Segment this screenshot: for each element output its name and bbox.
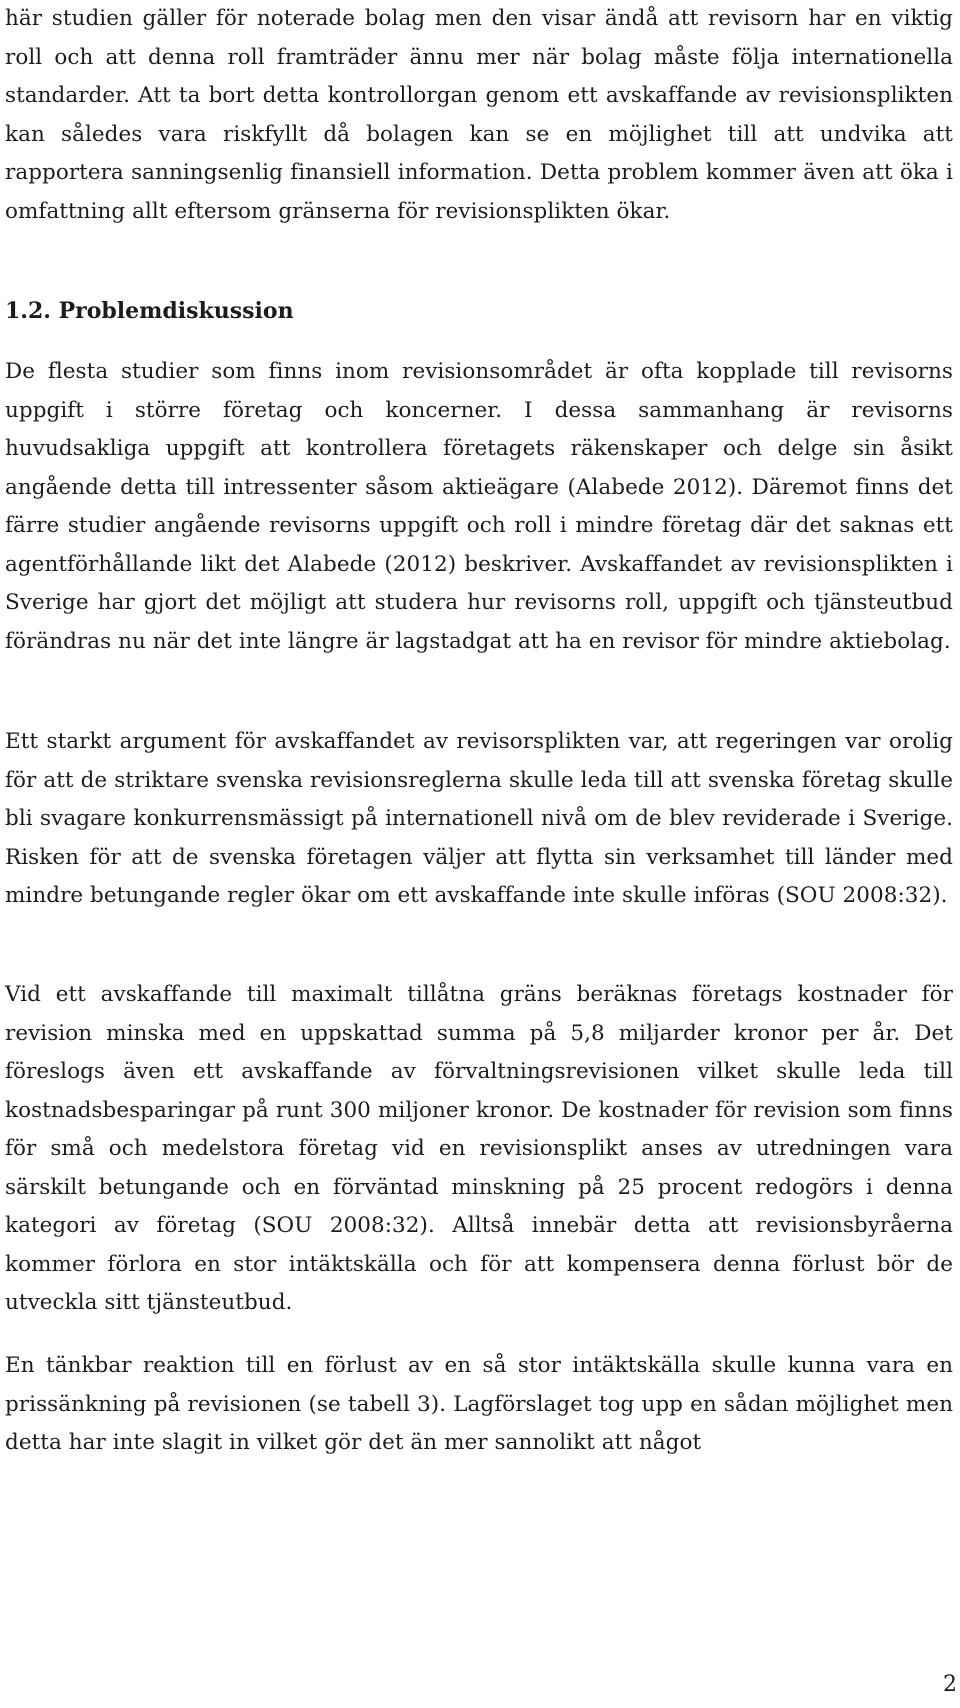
paragraph-argument: Ett starkt argument för avskaffandet av revisorsplikten var, att regeringen var orolig för att de striktare svenska revisionsreglerna skulle leda till att svenska företag skulle bli svagare konkurrensmässigt på internationell nivå om de blev reviderade i Sverige. Risken för att de svenska företagen väljer att flytta sin verksamhet till länder med mindre betungande regler ökar om ett avskaffande inte skulle införas (SOU 2008:32). (5, 729, 953, 908)
section-heading: 1.2. Problemdiskussion (5, 298, 294, 324)
paragraph-problem-discussion: De flesta studier som finns inom revisionsområdet är ofta kopplade till revisorns uppgift i större företag och koncerner. I dessa sammanhang är revisorns huvudsakliga uppgift att kontrollera företagets räkenskaper och delge sin åsikt angående detta till intressenter såsom aktieägare (Alabede 2012). Däremot finns det färre studier angående revisorns uppgift och roll i mindre företag där det saknas ett agentförhållande likt det Alabede (2012) beskriver. Avskaffandet av revisionsplikten i Sverige har gjort det möjligt att studera hur revisorns roll, uppgift och tjänsteutbud förändras nu när det inte längre är lagstadgat att ha en revisor för mindre aktiebolag. (5, 359, 953, 654)
paragraph-price-reaction: En tänkbar reaktion till en förlust av en så stor intäktskälla skulle kunna vara en prissänkning på revisionen (se tabell 3). Lagförslaget tog upp en sådan möjlighet men detta har inte slagit in vilket gör det än mer sannolikt att något (5, 1353, 953, 1455)
paragraph-cost-savings: Vid ett avskaffande till maximalt tillåtna gräns beräknas företags kostnader för revision minska med en uppskattad summa på 5,8 miljarder kronor per år. Det föreslogs även ett avskaffande av förvaltningsrevisionen vilket skulle leda till kostnadsbesparingar på runt 300 miljoner kronor. De kostnader för revision som finns för små och medelstora företag vid en revisionsplikt anses av utredningen vara särskilt betungande och en förväntad minskning på 25 procent redogörs i denna kategori av företag (SOU 2008:32). Alltså innebär detta att revisionsbyråerna kommer förlora en stor intäktskälla och för att kompensera denna förlust bör de utveckla sitt tjänsteutbud. (5, 982, 953, 1315)
page-number: 2 (943, 1672, 957, 1697)
paragraph-intro-continued: här studien gäller för noterade bolag men den visar ändå att revisorn har en viktig roll och att denna roll framträder ännu mer när bolag måste följa internationella standarder. Att ta bort detta kontrollorgan genom ett avskaffande av revisionsplikten kan således vara riskfyllt då bolagen kan se en möjlighet till att undvika att rapportera sanningsenlig finansiell information. Detta problem kommer även att öka i omfattning allt eftersom gränserna för revisionsplikten ökar. (5, 6, 953, 224)
